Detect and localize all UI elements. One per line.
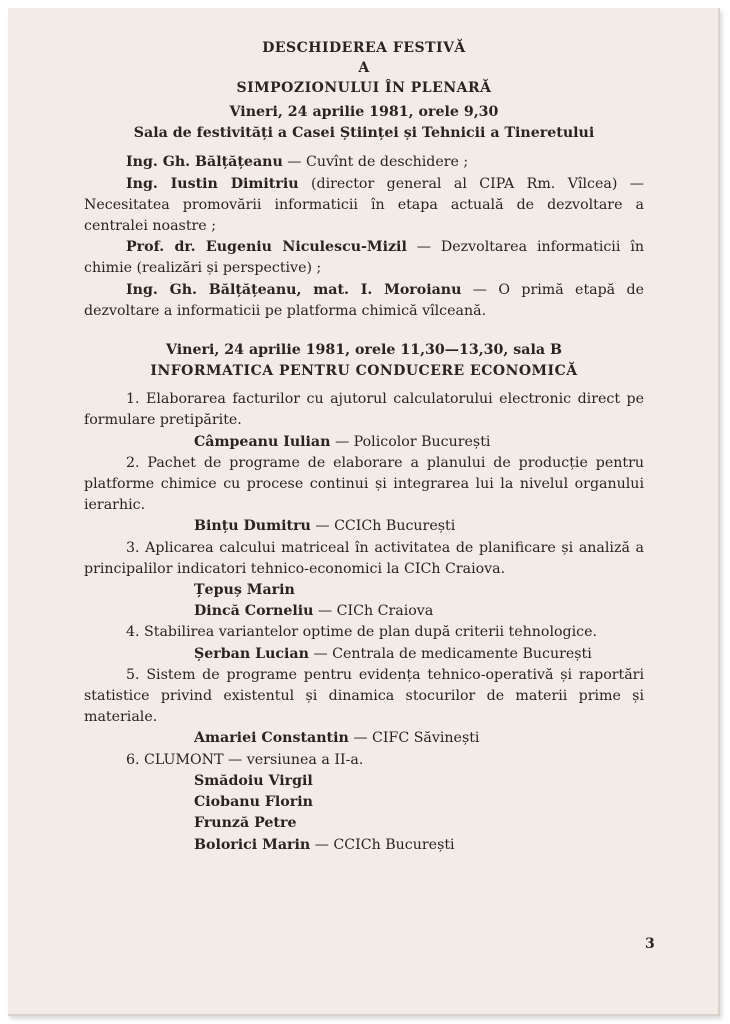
- speech-text: (director general al CIPA Rm. Vîlcea) — Necesitatea promovării informaticii în etapa actuală de dezvoltare a centralei noastre ;: [84, 175, 644, 235]
- opening-title-line: DESCHIDEREA FESTIVĂ: [262, 40, 466, 56]
- item-author-line: [84, 580, 644, 601]
- speech-text: — Cuvînt de deschidere ;: [282, 154, 469, 171]
- session-title: INFORMATICA PENTRU CONDUCERE ECONOMICĂ: [150, 363, 578, 380]
- author-name: Câmpeanu Iulian: [194, 433, 331, 450]
- opening-venue: Sala de festivități a Casei Științei și Tehnicii a Tineretului: [133, 125, 595, 142]
- opening-title: [84, 38, 644, 98]
- author-affiliation: — CICh Craiova: [313, 603, 434, 620]
- speaker-name: Ing. Gh. Bălțățeanu, mat. I. Moroianu: [126, 281, 462, 298]
- opening-datetime: Vineri, 24 aprilie 1981, orele 9,30: [229, 104, 499, 120]
- item-author-line: [84, 728, 644, 749]
- item-author-line: [84, 601, 644, 622]
- speech-text: — O primă etapă de dezvoltare a informaticii pe platforma chimică vîlceană.: [84, 281, 644, 319]
- author-name: Bolorici Marin: [194, 836, 311, 853]
- author-name: Frunză Petre: [194, 815, 297, 832]
- author-name: Țepuș Marin: [194, 582, 295, 599]
- session-item: 4. Stabilirea variantelor optime de plan după criterii tehnologice.: [126, 624, 598, 641]
- author-name: Smădoiu Virgil: [194, 772, 313, 789]
- author-name: Șerban Lucian: [194, 645, 309, 662]
- opening-title-line: SIMPOZIONULUI ÎN PLENARĂ: [236, 80, 492, 96]
- page-number: 3: [645, 936, 655, 952]
- item-author-line: [84, 432, 644, 453]
- opening-title-line: A: [358, 60, 370, 76]
- author-affiliation: — CCICh București: [310, 836, 455, 853]
- session-datetime: Vineri, 24 aprilie 1981, orele 11,30—13,30, sala B: [166, 342, 562, 359]
- session-item: 3. Aplicarea calcului matriceal în activitatea de planificare și analiză a principalilor indicatori tehnico-economici la CICh Craiova.: [84, 539, 644, 577]
- speaker-name: Ing. Gh. Bălțățeanu: [126, 154, 283, 171]
- author-affiliation: — Policolor București: [330, 433, 491, 450]
- author-affiliation: — CIFC Săvinești: [348, 730, 480, 747]
- author-name: Amariei Constantin: [194, 730, 349, 747]
- author-affiliation: — Centrala de medicamente București: [308, 645, 592, 662]
- session-item: 1. Elaborarea facturilor cu ajutorul calculatorului electronic direct pe formulare pretipărite.: [84, 391, 644, 429]
- author-name: Bințu Dumitru: [194, 518, 311, 535]
- session-item: 2. Pachet de programe de elaborare a planului de producție pentru platforme chimice cu procese continui și integrarea lui la nivelul organului ierarhic.: [84, 454, 644, 514]
- author-name: Ciobanu Florin: [194, 794, 313, 811]
- opening-speech: [84, 280, 644, 322]
- speech-text: — Dezvoltarea informaticii în chimie (realizări și perspective) ;: [84, 239, 644, 277]
- document-page: [8, 8, 720, 1016]
- item-author-list: [84, 771, 644, 835]
- session-item: 6. CLUMONT — versiunea a II-a.: [126, 751, 364, 768]
- author-affiliation: — CCICh București: [310, 518, 456, 535]
- page-content: [84, 38, 644, 856]
- opening-speech: [84, 152, 644, 173]
- session-item: 5. Sistem de programe pentru evidența tehnico-operativă și raportări statistice privind existentul și dinamica stocurilor de materii prime și materiale.: [84, 666, 644, 726]
- item-author-line: [84, 644, 644, 665]
- speaker-name: Prof. dr. Eugeniu Niculescu-Mizil: [126, 239, 407, 256]
- speaker-name: Ing. Iustin Dimitriu: [126, 175, 299, 192]
- opening-speech: [84, 237, 644, 279]
- author-name: Dincă Corneliu: [194, 603, 314, 620]
- opening-speech: [84, 174, 644, 238]
- item-author-line: [84, 516, 644, 537]
- item-author-line: [84, 835, 644, 856]
